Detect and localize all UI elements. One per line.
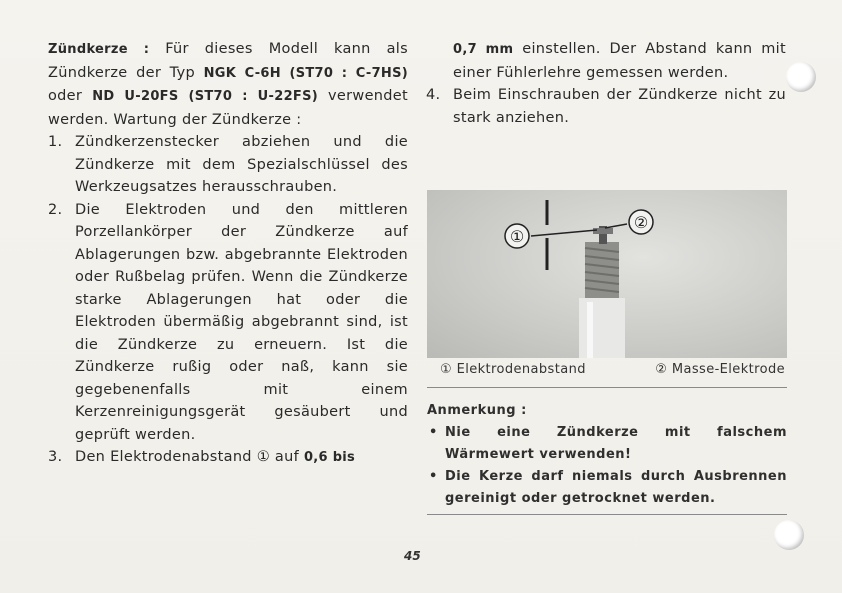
nd-type: ND U-20FS (ST70 : U-22FS)	[92, 89, 318, 104]
note-text: Die Kerze darf niemals durch Ausbrennen gereinigt oder getrocknet werden.	[445, 469, 787, 506]
callout-line-2	[605, 224, 627, 228]
step-number: 1.	[48, 134, 63, 150]
intro-text-2: oder	[48, 88, 93, 104]
callout-label-2: ②	[633, 213, 649, 232]
step-number: 3.	[48, 449, 63, 465]
step-4	[426, 84, 786, 129]
figure-caption	[440, 362, 785, 377]
ground-electrode	[593, 228, 613, 234]
binder-hole-top	[786, 62, 816, 92]
right-column	[426, 38, 786, 129]
step-3	[48, 446, 408, 470]
left-column	[48, 38, 408, 470]
note-item	[427, 422, 787, 466]
caption-electrode-gap: ① Elektrodenabstand	[440, 362, 586, 377]
divider-bottom	[427, 514, 787, 515]
step-text: einstellen. Der Abstand kann mit einer Fühlerlehre gemessen werden.	[453, 41, 786, 81]
spark-plug-illustration	[427, 190, 787, 358]
divider-top	[427, 387, 787, 388]
plug-hex	[579, 298, 625, 358]
intro-text-1: Für dieses Modell kann als Zündkerze der Typ	[48, 41, 408, 81]
step-text: Zündkerzenstecker abziehen und die Zündkerze mit dem Spezialschlüssel des Werkzeugsatzes herausschrauben.	[75, 134, 408, 195]
bullet-icon: •	[429, 469, 438, 484]
callout-line-1	[531, 230, 597, 236]
step-text: Beim Einschrauben der Zündkerze nicht zu stark anziehen.	[453, 87, 786, 126]
step-number: 4.	[426, 87, 441, 103]
note-box	[427, 400, 787, 510]
bullet-icon: •	[429, 425, 438, 440]
step-text: Die Elektroden und den mittleren Porzellankörper der Zündkerze auf Ablagerungen bzw. abgebrannte Elektroden oder Rußbelag prüfen. Wenn die Zündkerze starke Ablagerungen hat oder die Elektroden übermäßig abgebrannt sind, ist die Zündkerze zu erneuern. Ist die Zündkerze rußig oder naß, kann sie gegebenenfalls mit einem Kerzenreinigungsgerät gesäubert und geprüft werden.	[75, 201, 408, 443]
step-1	[48, 131, 408, 199]
binder-hole-bottom	[774, 520, 804, 550]
step-number: 2.	[48, 201, 63, 218]
step-text: Den Elektrodenabstand ① auf	[75, 449, 304, 465]
caption-ground-electrode: ② Masse-Elektrode	[655, 362, 785, 377]
gap-min-value: 0,6 bis	[303, 450, 356, 465]
callout-label-1: ①	[509, 227, 525, 246]
page-number: 45	[404, 549, 421, 563]
maintenance-steps-cont	[426, 84, 786, 129]
intro-paragraph	[48, 38, 408, 131]
step-2	[48, 199, 408, 447]
maintenance-steps	[48, 131, 408, 470]
note-item	[427, 466, 787, 510]
ngk-type: NGK C-6H (ST70 : C-7HS)	[203, 65, 408, 81]
note-text: Nie eine Zündkerze mit falschem Wärmewert verwenden!	[445, 425, 787, 462]
spark-plug-heading: Zündkerze :	[48, 42, 150, 57]
note-heading: Anmerkung :	[427, 403, 527, 418]
intro-text-3: verwendet werden. Wartung der Zündkerze :	[48, 88, 408, 128]
gap-max-value: 0,7 mm	[453, 42, 514, 57]
step-3-continued	[426, 38, 786, 84]
spark-plug-photo	[427, 190, 787, 358]
note-list	[427, 422, 787, 510]
